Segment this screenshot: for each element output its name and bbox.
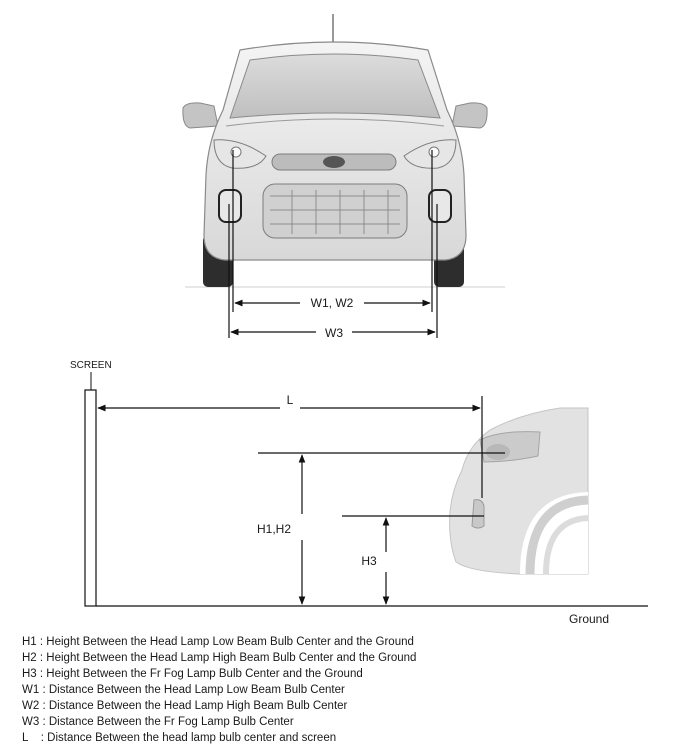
car-front-view: [183, 14, 505, 287]
legend-item-h1: [22, 634, 682, 650]
legend-separator: :: [39, 716, 49, 728]
legend-key: W3: [22, 716, 40, 728]
legend-text: Height Between the Head Lamp Low Beam Bulb Center and the Ground: [46, 636, 414, 648]
w1-w2-label: W1, W2: [310, 296, 354, 310]
w3-label: W3: [325, 326, 343, 340]
legend-key: H1: [22, 636, 37, 648]
legend-item-h3: [22, 666, 682, 682]
side-view: [70, 360, 648, 626]
legend-key: W2: [22, 700, 40, 712]
legend-separator: :: [36, 668, 47, 680]
legend-key: L: [22, 732, 28, 744]
legend-separator: :: [36, 652, 47, 664]
car-side-view: [450, 408, 588, 574]
legend: [22, 634, 682, 746]
legend-item-l: [22, 730, 682, 746]
legend-text: Distance Between the Head Lamp Low Beam Bulb Center: [48, 684, 345, 696]
h1-h2-label: H1,H2: [256, 522, 292, 536]
legend-text: Distance Between the head lamp bulb center and screen: [47, 732, 337, 744]
legend-item-w2: [22, 698, 682, 714]
legend-text: Distance Between the Head Lamp High Beam Bulb Center: [48, 700, 348, 712]
legend-text: Height Between the Fr Fog Lamp Bulb Center and the Ground: [46, 668, 363, 680]
legend-separator: :: [39, 700, 49, 712]
legend-separator: :: [36, 636, 47, 648]
legend-item-w1: [22, 682, 682, 698]
legend-key: H3: [22, 668, 37, 680]
legend-separator: :: [39, 684, 49, 696]
screen-board: [85, 390, 96, 606]
h3-label: H3: [361, 554, 377, 568]
legend-item-w3: [22, 714, 682, 730]
legend-text: Distance Between the Fr Fog Lamp Bulb Center: [48, 716, 294, 728]
ground-label: Ground: [569, 612, 610, 626]
l-label: L: [286, 393, 294, 407]
legend-separator: :: [27, 732, 48, 744]
legend-key: W1: [22, 684, 40, 696]
screen-label: SCREEN: [70, 360, 112, 371]
legend-text: Height Between the Head Lamp High Beam Bulb Center and the Ground: [46, 652, 417, 664]
legend-item-h2: [22, 650, 682, 666]
legend-key: H2: [22, 652, 37, 664]
